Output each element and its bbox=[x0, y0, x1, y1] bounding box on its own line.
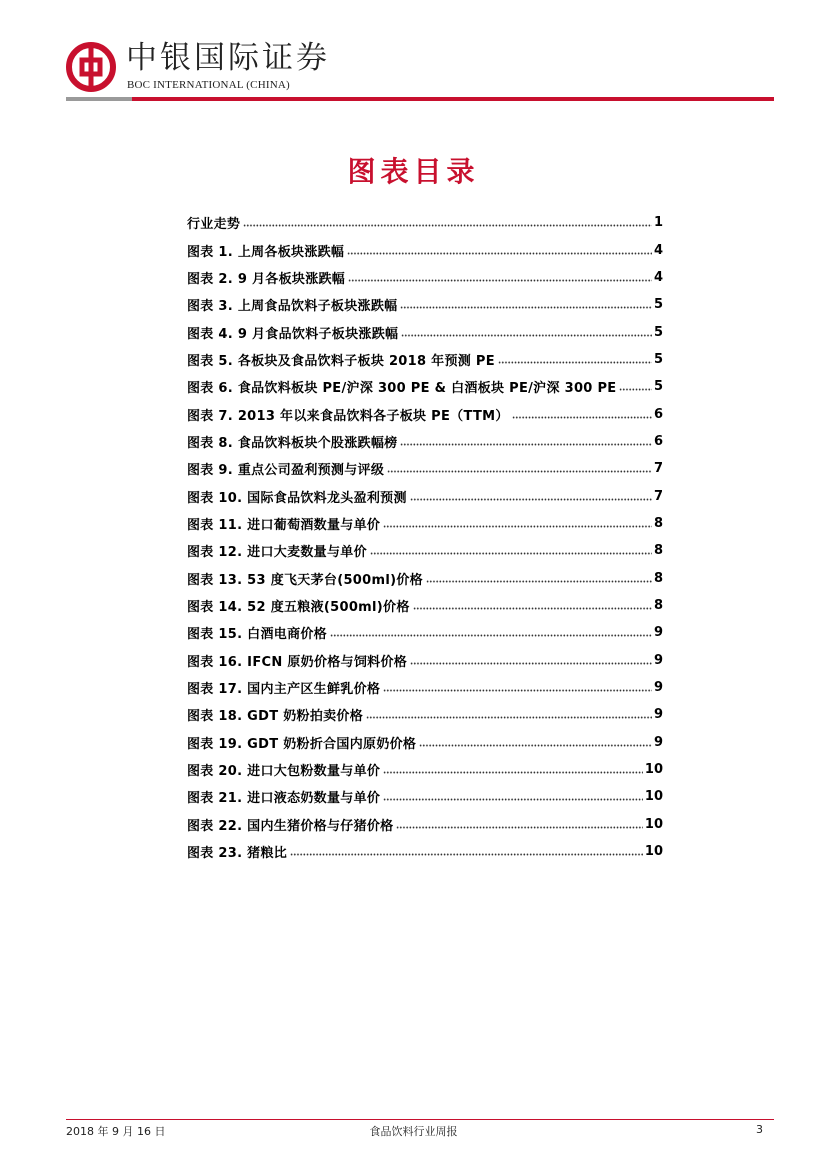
toc-dot-leader bbox=[396, 823, 642, 831]
brand-name-en: BOC INTERNATIONAL (CHINA) bbox=[127, 79, 290, 91]
toc-dot-leader bbox=[498, 358, 652, 366]
toc-entry[interactable] bbox=[187, 318, 663, 345]
page-header bbox=[66, 36, 774, 102]
toc-entry-page: 8 bbox=[653, 570, 663, 586]
toc-entry-label: 图表 1. 上周各板块涨跌幅 bbox=[187, 244, 345, 260]
toc-dot-leader bbox=[330, 632, 652, 640]
toc-title: 图表目录 bbox=[347, 155, 480, 188]
toc-entry-page: 1 bbox=[653, 215, 663, 231]
toc-dot-leader bbox=[512, 413, 652, 421]
toc-entry-label: 图表 10. 国际食品饮料龙头盈利预测 bbox=[187, 490, 407, 506]
toc-entry-page: 7 bbox=[653, 488, 663, 504]
toc-entry[interactable] bbox=[187, 346, 663, 373]
toc-dot-leader bbox=[387, 468, 652, 476]
toc-entry-page: 8 bbox=[653, 597, 663, 613]
toc-dot-leader bbox=[366, 714, 652, 722]
toc-entry-page: 8 bbox=[653, 515, 663, 531]
toc-dot-leader bbox=[619, 386, 651, 394]
toc-dot-leader bbox=[290, 851, 643, 859]
toc-entry[interactable] bbox=[187, 838, 663, 865]
toc-dot-leader bbox=[243, 222, 652, 230]
toc-entry-page: 9 bbox=[653, 707, 663, 723]
toc-entry[interactable] bbox=[187, 564, 663, 591]
toc-dot-leader bbox=[370, 550, 652, 558]
toc-entry-page: 4 bbox=[653, 269, 663, 285]
header-rule-gray bbox=[66, 97, 132, 101]
toc-entry-page: 10 bbox=[644, 789, 663, 805]
toc-dot-leader bbox=[347, 249, 652, 257]
toc-entry-page: 5 bbox=[653, 379, 663, 395]
toc-entry-label: 图表 17. 国内主产区生鲜乳价格 bbox=[187, 682, 381, 698]
toc-entry[interactable] bbox=[187, 264, 663, 291]
header-rule-red bbox=[132, 97, 774, 101]
toc-entry-page: 9 bbox=[653, 652, 663, 668]
toc-dot-leader bbox=[400, 304, 652, 312]
toc-entry-page: 10 bbox=[644, 762, 663, 778]
toc-entry-label: 图表 12. 进口大麦数量与单价 bbox=[187, 545, 367, 561]
toc-entry-page: 8 bbox=[653, 543, 663, 559]
toc-dot-leader bbox=[383, 522, 652, 530]
brand-name-cn: 中银国际证券 bbox=[126, 40, 330, 76]
toc-entry-label: 图表 9. 重点公司盈利预测与评级 bbox=[187, 463, 385, 479]
toc-entry-label: 图表 13. 53 度飞天茅台(500ml)价格 bbox=[187, 572, 423, 588]
toc-entry-page: 10 bbox=[644, 844, 663, 860]
toc-entry[interactable] bbox=[187, 674, 663, 701]
toc-entry-label: 图表 6. 食品饮料板块 PE/沪深 300 PE & 白酒板块 PE/沪深 300 PE bbox=[187, 381, 617, 397]
toc-entry[interactable] bbox=[187, 647, 663, 674]
toc-entry[interactable] bbox=[187, 236, 663, 263]
toc-entry-page: 10 bbox=[644, 816, 663, 832]
toc-entry-label: 行业走势 bbox=[187, 217, 241, 233]
toc-entry-page: 5 bbox=[653, 351, 663, 367]
toc-entry-label: 图表 4. 9 月食品饮料子板块涨跌幅 bbox=[187, 326, 399, 342]
toc-entry[interactable] bbox=[187, 592, 663, 619]
toc-entry-label: 图表 15. 白酒电商价格 bbox=[187, 627, 327, 643]
toc-entry[interactable] bbox=[187, 783, 663, 810]
toc-dot-leader bbox=[383, 769, 643, 777]
toc-entry[interactable] bbox=[187, 701, 663, 728]
toc-entry-label: 图表 22. 国内生猪价格与仔猪价格 bbox=[187, 818, 394, 834]
toc-dot-leader bbox=[419, 741, 652, 749]
toc-dot-leader bbox=[410, 659, 652, 667]
toc-entry-page: 6 bbox=[653, 433, 663, 449]
toc-entry-label: 图表 7. 2013 年以来食品饮料各子板块 PE（TTM） bbox=[187, 408, 509, 424]
toc-entry-label: 图表 3. 上周食品饮料子板块涨跌幅 bbox=[187, 299, 398, 315]
toc-entry-page: 5 bbox=[653, 297, 663, 313]
toc-dot-leader bbox=[383, 796, 643, 804]
toc-entry[interactable] bbox=[187, 400, 663, 427]
toc-entry-label: 图表 2. 9 月各板块涨跌幅 bbox=[187, 271, 346, 287]
table-of-contents bbox=[187, 209, 663, 865]
toc-entry[interactable] bbox=[187, 756, 663, 783]
toc-entry[interactable] bbox=[187, 619, 663, 646]
toc-entry[interactable] bbox=[187, 455, 663, 482]
toc-entry[interactable] bbox=[187, 373, 663, 400]
toc-entry[interactable] bbox=[187, 291, 663, 318]
footer-rule bbox=[66, 1119, 774, 1120]
toc-entry-label: 图表 20. 进口大包粉数量与单价 bbox=[187, 764, 381, 780]
toc-entry-label: 图表 14. 52 度五粮液(500ml)价格 bbox=[187, 599, 410, 615]
toc-entry[interactable] bbox=[187, 428, 663, 455]
toc-entry-page: 9 bbox=[653, 734, 663, 750]
toc-entry-page: 4 bbox=[653, 242, 663, 258]
toc-entry-page: 9 bbox=[653, 625, 663, 641]
toc-dot-leader bbox=[410, 495, 652, 503]
toc-entry-label: 图表 11. 进口葡萄酒数量与单价 bbox=[187, 517, 381, 533]
footer-report-title: 食品饮料行业周报 bbox=[369, 1125, 458, 1138]
toc-entry[interactable] bbox=[187, 537, 663, 564]
toc-entry-page: 6 bbox=[653, 406, 663, 422]
toc-entry-label: 图表 8. 食品饮料板块个股涨跌幅榜 bbox=[187, 435, 398, 451]
toc-entry-label: 图表 5. 各板块及食品饮料子板块 2018 年预测 PE bbox=[187, 353, 495, 369]
toc-entry[interactable] bbox=[187, 811, 663, 838]
toc-entry-page: 9 bbox=[653, 680, 663, 696]
toc-entry[interactable] bbox=[187, 729, 663, 756]
footer-date: 2018 年 9 月 16 日 bbox=[66, 1125, 166, 1138]
toc-dot-leader bbox=[413, 604, 652, 612]
toc-dot-leader bbox=[400, 440, 652, 448]
toc-entry-label: 图表 16. IFCN 原奶价格与饲料价格 bbox=[187, 654, 408, 670]
toc-entry-label: 图表 18. GDT 奶粉拍卖价格 bbox=[187, 709, 364, 725]
toc-entry[interactable] bbox=[187, 510, 663, 537]
boc-logo-icon bbox=[66, 42, 116, 92]
toc-entry-page: 5 bbox=[653, 324, 663, 340]
toc-entry[interactable] bbox=[187, 209, 663, 236]
toc-dot-leader bbox=[426, 577, 652, 585]
toc-dot-leader bbox=[348, 276, 652, 284]
toc-dot-leader bbox=[383, 687, 652, 695]
toc-entry-page: 7 bbox=[653, 461, 663, 477]
toc-entry[interactable] bbox=[187, 482, 663, 509]
toc-dot-leader bbox=[401, 331, 652, 339]
toc-entry-label: 图表 21. 进口液态奶数量与单价 bbox=[187, 791, 381, 807]
footer-page-number: 3 bbox=[756, 1123, 763, 1136]
toc-entry-label: 图表 23. 猪粮比 bbox=[187, 846, 288, 862]
toc-entry-label: 图表 19. GDT 奶粉折合国内原奶价格 bbox=[187, 736, 417, 752]
